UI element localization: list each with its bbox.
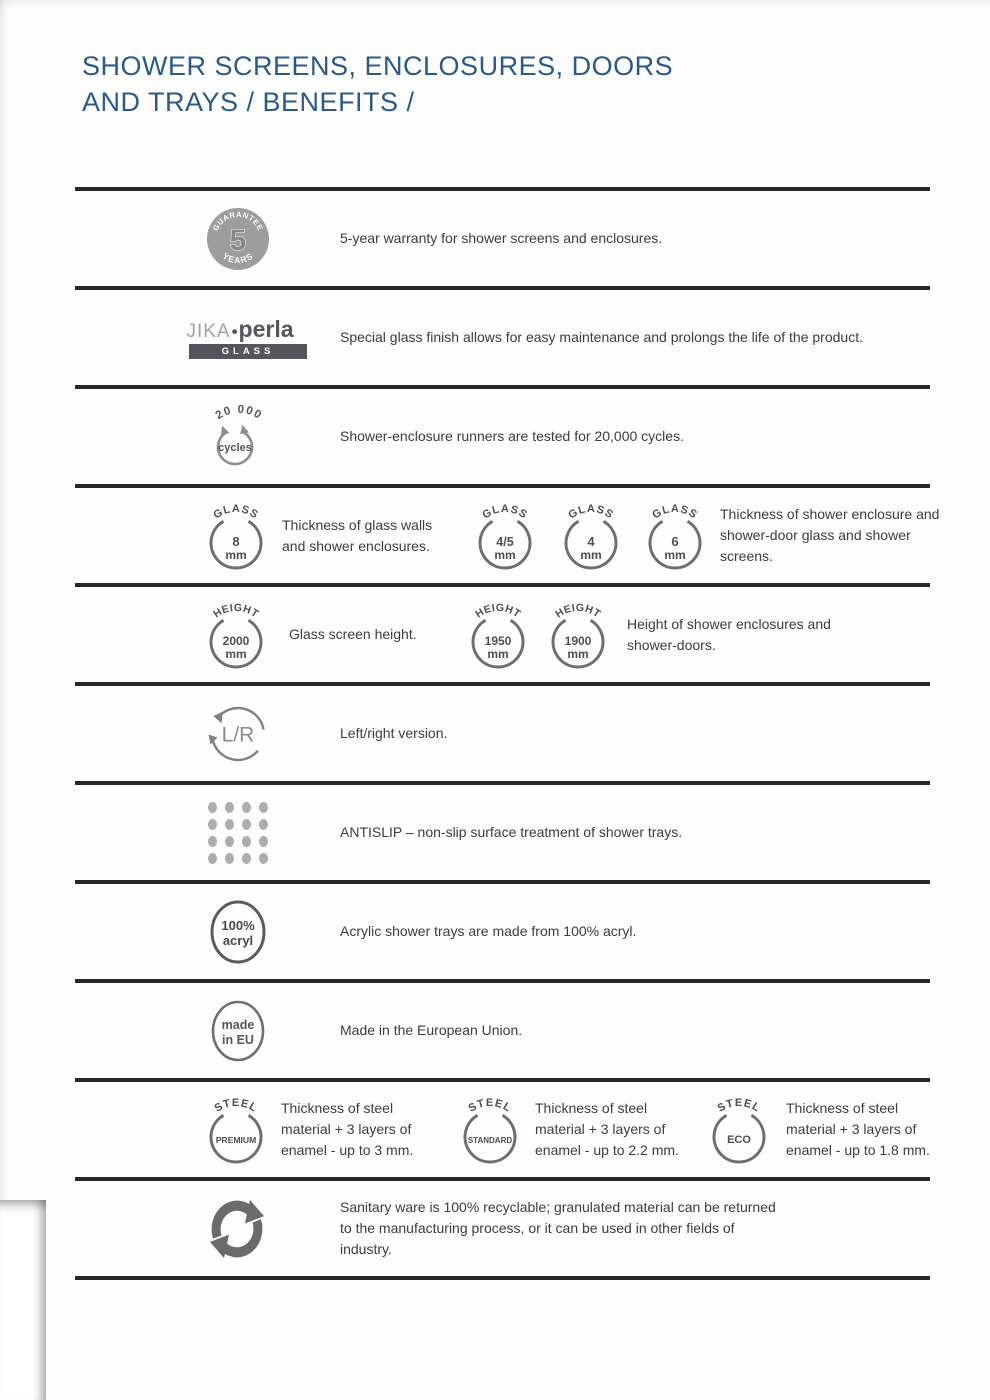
svg-text:20 000 bbox=[214, 405, 265, 422]
steel-eco-icon bbox=[706, 1095, 772, 1165]
row-made-in-eu bbox=[75, 979, 930, 1078]
glass-bar-label: GLASS bbox=[189, 344, 307, 359]
svg-text:1900: 1900 bbox=[564, 633, 592, 648]
svg-text:mm: mm bbox=[494, 547, 516, 562]
made-line1: made bbox=[221, 1017, 255, 1032]
svg-text:ECO: ECO bbox=[727, 1133, 751, 1146]
row-acryl bbox=[75, 880, 930, 979]
height-1900mm-icon bbox=[545, 600, 611, 670]
row-glass-thickness bbox=[75, 484, 940, 583]
row-glass-finish bbox=[75, 286, 930, 385]
page-title-line1: SHOWER SCREENS, ENCLOSURES, DOORS bbox=[82, 51, 674, 81]
benefit-text: Glass screen height. bbox=[289, 626, 417, 642]
benefit-text: 5-year warranty for shower screens and enclosures. bbox=[340, 230, 663, 246]
svg-text:2000: 2000 bbox=[222, 633, 250, 648]
svg-text:STEEL: STEEL bbox=[715, 1096, 763, 1115]
guarantee-number: 5 bbox=[229, 223, 247, 257]
svg-text:GLASS: GLASS bbox=[650, 502, 700, 521]
svg-text:mm: mm bbox=[567, 646, 589, 661]
glass-4mm-icon bbox=[558, 501, 624, 571]
benefit-text: Height of shower enclosures and shower-doors. bbox=[627, 615, 831, 653]
svg-text:mm: mm bbox=[664, 547, 686, 562]
benefits-table bbox=[75, 187, 940, 1280]
row-recyclable bbox=[75, 1177, 930, 1276]
row-guarantee bbox=[75, 187, 930, 286]
steel-standard-icon bbox=[457, 1095, 523, 1165]
svg-text:8: 8 bbox=[232, 533, 240, 549]
antislip-dots-icon bbox=[190, 785, 286, 880]
cycles-label: cycles bbox=[218, 441, 252, 454]
svg-text:GLASS: GLASS bbox=[566, 502, 616, 521]
svg-text:mm: mm bbox=[225, 646, 247, 661]
guarantee-years-text: YEARS bbox=[220, 250, 256, 265]
benefit-text: Thickness of glass walls and shower enclosures. bbox=[282, 516, 433, 554]
benefit-text: Thickness of steel material + 3 layers of enamel - up to 1.8 mm. bbox=[786, 1100, 930, 1158]
left-right-version-icon bbox=[190, 686, 286, 781]
svg-text:HEIGHT: HEIGHT bbox=[211, 601, 261, 620]
guarantee-5-years-icon bbox=[190, 191, 286, 286]
row-height bbox=[75, 583, 930, 682]
row-antislip bbox=[75, 781, 930, 880]
svg-text:HEIGHT: HEIGHT bbox=[473, 601, 523, 620]
benefit-text: Special glass finish allows for easy maintenance and prolongs the life of the product. bbox=[340, 329, 863, 345]
benefit-text: Thickness of shower enclosure and shower-door glass and shower screens. bbox=[720, 506, 940, 564]
svg-text:STANDARD: STANDARD bbox=[467, 1135, 513, 1145]
benefit-text: Sanitary ware is 100% recyclable; granulated material can be returned to the manufacturing process, or it can be used in other fields of industry. bbox=[340, 1199, 776, 1257]
svg-text:6: 6 bbox=[671, 533, 679, 549]
glass-4-5mm-icon bbox=[472, 501, 538, 571]
svg-text:GLASS: GLASS bbox=[211, 502, 261, 521]
guarantee-arc-text: GUARANTEE bbox=[210, 209, 266, 232]
svg-text:GLASS: GLASS bbox=[480, 502, 530, 521]
benefit-text: Left/right version. bbox=[340, 725, 448, 741]
glass-6mm-icon bbox=[642, 501, 708, 571]
perla-wordmark: perla bbox=[238, 316, 294, 342]
svg-text:STEEL: STEEL bbox=[466, 1096, 514, 1115]
svg-text:PREMIUM: PREMIUM bbox=[215, 1134, 257, 1145]
jika-wordmark: JIKA bbox=[186, 321, 231, 342]
page-title-line2: AND TRAYS / BENEFITS / bbox=[82, 87, 415, 117]
benefit-text: Acrylic shower trays are made from 100% acryl. bbox=[340, 923, 637, 939]
row-cycles bbox=[75, 385, 930, 484]
svg-text:4/5: 4/5 bbox=[496, 534, 514, 549]
row-left-right bbox=[75, 682, 930, 781]
page-title bbox=[82, 48, 673, 120]
svg-text:mm: mm bbox=[487, 646, 509, 661]
made-in-eu-icon bbox=[190, 983, 286, 1078]
svg-text:HEIGHT: HEIGHT bbox=[553, 601, 603, 620]
svg-text:1950: 1950 bbox=[484, 633, 512, 648]
height-1950mm-icon bbox=[465, 600, 531, 670]
benefit-text: Thickness of steel material + 3 layers of enamel - up to 3 mm. bbox=[281, 1100, 414, 1158]
glass-8mm-icon bbox=[203, 501, 269, 571]
underlying-page-corner bbox=[0, 1200, 46, 1400]
benefit-text: Made in the European Union. bbox=[340, 1022, 523, 1038]
jika-perla-glass-logo bbox=[170, 290, 310, 385]
benefit-text: ANTISLIP – non-slip surface treatment of shower trays. bbox=[340, 824, 683, 840]
acryl-line1: 100% bbox=[221, 917, 255, 933]
svg-text:mm: mm bbox=[225, 547, 247, 562]
svg-text:mm: mm bbox=[580, 547, 602, 562]
benefit-text: Thickness of steel material + 3 layers of enamel - up to 2.2 mm. bbox=[535, 1100, 679, 1158]
svg-text:STEEL: STEEL bbox=[212, 1096, 260, 1115]
cycles-count-text: 20 000 bbox=[213, 404, 265, 422]
steel-premium-icon bbox=[203, 1095, 269, 1165]
acryl-100-icon bbox=[190, 884, 286, 979]
svg-text:4: 4 bbox=[587, 533, 595, 549]
recycle-icon bbox=[190, 1181, 286, 1276]
lr-text: L/R bbox=[221, 723, 255, 746]
cycles-20000-icon bbox=[190, 389, 286, 484]
made-line2: in EU bbox=[222, 1032, 254, 1047]
height-2000mm-icon bbox=[203, 600, 269, 670]
acryl-line2: acryl bbox=[222, 932, 254, 948]
benefit-text: Shower-enclosure runners are tested for 20,000 cycles. bbox=[340, 428, 684, 444]
jika-dot: • bbox=[231, 322, 238, 341]
row-steel bbox=[75, 1078, 930, 1177]
